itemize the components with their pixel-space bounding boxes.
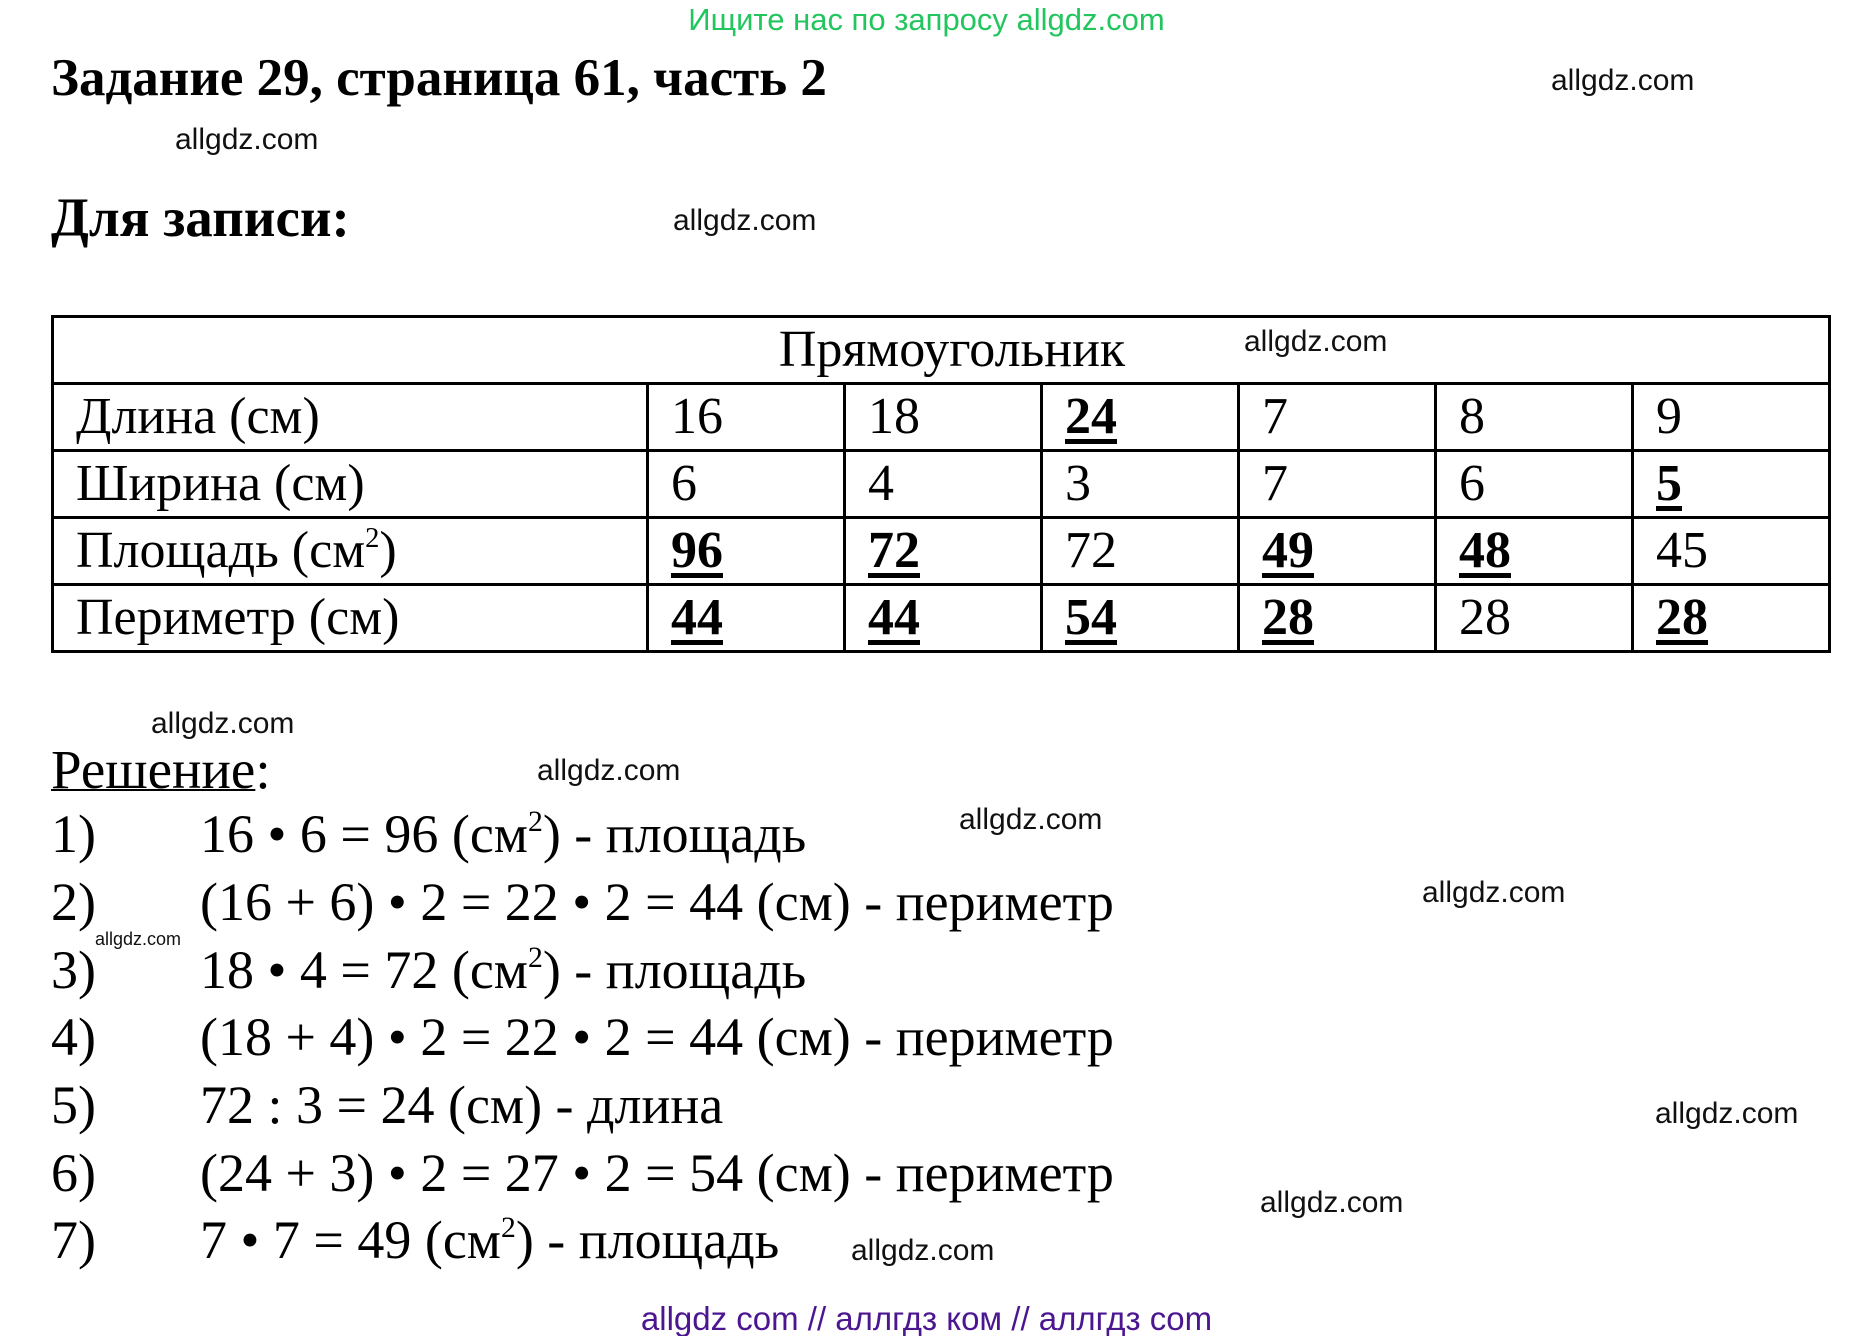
step-number: 2) bbox=[51, 872, 96, 932]
step-expression bbox=[200, 1006, 1114, 1068]
watermark: allgdz.com bbox=[959, 803, 1103, 836]
step-text: 16 • 6 = 96 (см bbox=[200, 804, 528, 864]
cell-value: 16 bbox=[671, 388, 723, 445]
step-number: 3) bbox=[51, 940, 96, 1000]
table-cell bbox=[845, 451, 1042, 518]
row-label-sup: 2 bbox=[365, 522, 380, 554]
step-expression bbox=[200, 939, 806, 1001]
cell-value: 5 bbox=[1656, 455, 1682, 512]
row-label bbox=[53, 585, 648, 652]
table-cell bbox=[845, 518, 1042, 585]
step-text: (18 + 4) • 2 = 22 • 2 = 44 (см) - периметр bbox=[200, 1007, 1114, 1067]
table-cell bbox=[1239, 518, 1436, 585]
step-number: 4) bbox=[51, 1007, 96, 1067]
table-cell bbox=[648, 585, 845, 652]
table-cell bbox=[845, 384, 1042, 451]
step-expression bbox=[200, 1209, 779, 1271]
cell-value: 18 bbox=[868, 388, 920, 445]
table-row bbox=[53, 451, 1830, 518]
step-tail: ) - площадь bbox=[515, 1210, 780, 1270]
watermark: allgdz.com bbox=[151, 707, 295, 740]
solution-colon: : bbox=[255, 739, 271, 800]
row-label bbox=[53, 384, 648, 451]
row-label bbox=[53, 518, 648, 585]
solution-heading bbox=[51, 738, 271, 801]
cell-value: 6 bbox=[671, 455, 697, 512]
table-cell bbox=[1436, 585, 1633, 652]
table-cell bbox=[1633, 384, 1830, 451]
step-tail: ) - площадь bbox=[542, 804, 807, 864]
cell-value: 24 bbox=[1065, 388, 1117, 445]
cell-value: 45 bbox=[1656, 522, 1708, 579]
step-text: (24 + 3) • 2 = 27 • 2 = 54 (см) - периметр bbox=[200, 1143, 1114, 1203]
row-label-text: Ширина (см) bbox=[76, 455, 365, 512]
table-cell bbox=[1436, 384, 1633, 451]
cell-value: 3 bbox=[1065, 455, 1091, 512]
cell-value: 48 bbox=[1459, 522, 1511, 579]
table-cell bbox=[1239, 384, 1436, 451]
cell-value: 96 bbox=[671, 522, 723, 579]
table-cell bbox=[648, 518, 845, 585]
table-cell bbox=[1042, 518, 1239, 585]
table-cell bbox=[845, 585, 1042, 652]
step-expression bbox=[200, 803, 806, 865]
step-number: 1) bbox=[51, 804, 96, 864]
table-row bbox=[53, 585, 1830, 652]
cell-value: 6 bbox=[1459, 455, 1485, 512]
table-row bbox=[53, 384, 1830, 451]
cell-value: 72 bbox=[1065, 522, 1117, 579]
row-label-text: Длина (см) bbox=[76, 388, 320, 445]
step-number: 5) bbox=[51, 1075, 96, 1135]
step-expression bbox=[200, 1074, 723, 1136]
cell-value: 72 bbox=[868, 522, 920, 579]
cell-value: 8 bbox=[1459, 388, 1485, 445]
cell-value: 4 bbox=[868, 455, 894, 512]
step-sup: 2 bbox=[527, 942, 543, 975]
section-heading: Для записи: bbox=[51, 187, 350, 248]
table-cell bbox=[1042, 451, 1239, 518]
watermark: allgdz.com bbox=[175, 123, 319, 156]
cell-value: 9 bbox=[1656, 388, 1682, 445]
cell-value: 49 bbox=[1262, 522, 1314, 579]
cell-value: 44 bbox=[868, 589, 920, 646]
row-label-tail: ) bbox=[379, 522, 397, 579]
cell-value: 28 bbox=[1262, 589, 1314, 646]
row-label-text: Площадь (см bbox=[76, 522, 366, 579]
step-number: 6) bbox=[51, 1143, 96, 1203]
table-cell bbox=[1436, 451, 1633, 518]
table-cell bbox=[1239, 451, 1436, 518]
watermark: allgdz.com bbox=[673, 204, 817, 237]
table-cell bbox=[1042, 585, 1239, 652]
table-cell bbox=[1633, 518, 1830, 585]
step-expression bbox=[200, 871, 1114, 933]
table-row bbox=[53, 518, 1830, 585]
cell-value: 7 bbox=[1262, 388, 1288, 445]
table-cell bbox=[1633, 451, 1830, 518]
cell-value: 54 bbox=[1065, 589, 1117, 646]
step-text: 72 : 3 = 24 (см) - длина bbox=[200, 1075, 724, 1135]
watermark: allgdz.com bbox=[1244, 325, 1388, 358]
table-cell bbox=[1042, 384, 1239, 451]
cell-value: 44 bbox=[671, 589, 723, 646]
watermark: allgdz.com bbox=[537, 754, 681, 787]
watermark: allgdz.com bbox=[1422, 876, 1566, 909]
table-cell bbox=[1633, 585, 1830, 652]
watermark: allgdz.com bbox=[1260, 1186, 1404, 1219]
step-text: (16 + 6) • 2 = 22 • 2 = 44 (см) - периметр bbox=[200, 872, 1114, 932]
table-cell bbox=[648, 384, 845, 451]
cell-value: 28 bbox=[1459, 589, 1511, 646]
table-cell bbox=[1436, 518, 1633, 585]
footer-watermark: allgdz com // аллгдз ком // аллгдз com bbox=[640, 1300, 1213, 1336]
watermark: allgdz.com bbox=[851, 1234, 995, 1267]
step-sup: 2 bbox=[500, 1212, 516, 1245]
step-expression bbox=[200, 1142, 1114, 1204]
step-number: 7) bbox=[51, 1210, 96, 1270]
row-label-text: Периметр (см) bbox=[76, 589, 400, 646]
search-banner: Ищите нас по запросу allgdz.com bbox=[688, 2, 1165, 37]
watermark: allgdz.com bbox=[95, 929, 182, 949]
table-cell bbox=[1239, 585, 1436, 652]
step-sup: 2 bbox=[527, 806, 543, 839]
step-text: 7 • 7 = 49 (см bbox=[200, 1210, 501, 1270]
table-header: Прямоугольник bbox=[53, 317, 1830, 384]
page-title: Задание 29, страница 61, часть 2 bbox=[51, 49, 827, 107]
watermark: allgdz.com bbox=[1655, 1097, 1799, 1130]
watermark: allgdz.com bbox=[1551, 64, 1695, 97]
rectangle-table bbox=[51, 315, 1831, 653]
table-cell bbox=[648, 451, 845, 518]
step-tail: ) - площадь bbox=[542, 940, 807, 1000]
solution-label: Решение bbox=[51, 739, 256, 800]
cell-value: 7 bbox=[1262, 455, 1288, 512]
cell-value: 28 bbox=[1656, 589, 1708, 646]
row-label bbox=[53, 451, 648, 518]
step-text: 18 • 4 = 72 (см bbox=[200, 940, 528, 1000]
